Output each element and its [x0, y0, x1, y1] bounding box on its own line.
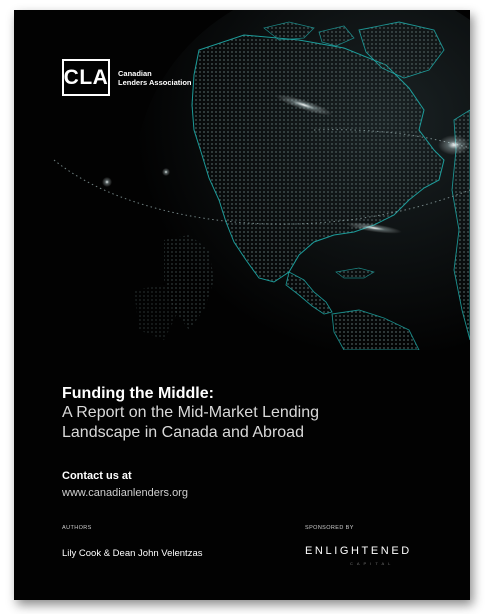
report-cover — [14, 10, 470, 600]
sponsor-logo-sub: CAPITAL — [350, 561, 395, 566]
contact-url: www.canadianlenders.org — [62, 487, 188, 499]
sponsor-logo-name: ENLIGHTENED — [305, 545, 412, 557]
sponsor-label: SPONSORED BY — [305, 525, 354, 531]
report-title: Funding the Middle: — [62, 385, 214, 402]
logo-org-line1: Canadian — [118, 68, 152, 78]
cla-logo-mark: CLA — [62, 59, 110, 96]
authors-label: AUTHORS — [62, 525, 92, 531]
authors-names: Lily Cook & Dean John Velentzas — [62, 548, 203, 559]
contact-heading: Contact us at — [62, 470, 132, 482]
report-subtitle: A Report on the Mid-Market Lending Landscape in Canada and Abroad — [62, 404, 320, 441]
cla-logo-text — [118, 69, 208, 87]
logo-org-line2: Lenders Association — [118, 77, 192, 87]
cla-logo — [62, 59, 208, 96]
